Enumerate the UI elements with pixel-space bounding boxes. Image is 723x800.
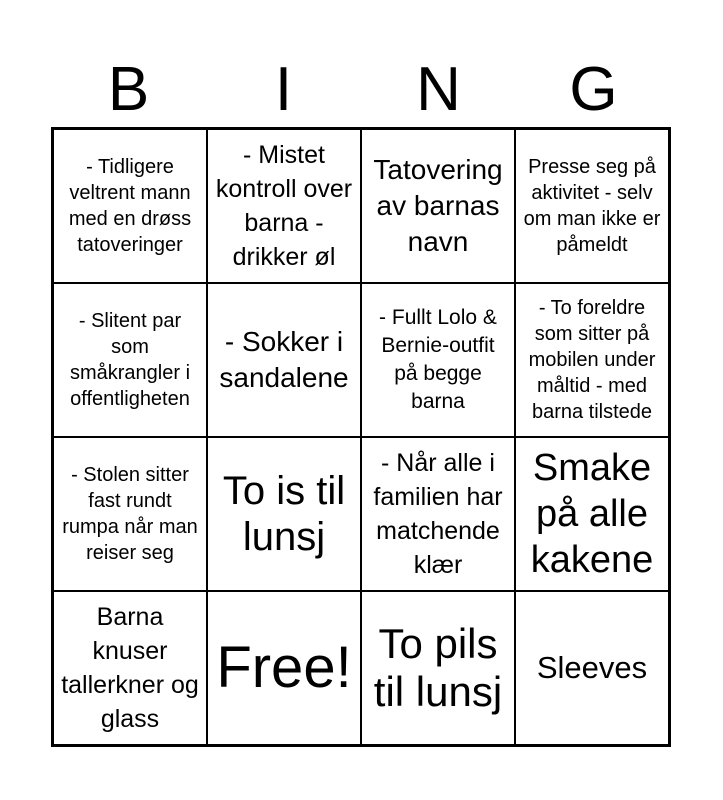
header-letter-i: I — [274, 55, 293, 124]
bingo-cell[interactable]: - Slitent par som småkrangler i offentligheten — [53, 283, 207, 437]
bingo-cell[interactable]: - To foreldre som sitter på mobilen under måltid - med barna tilstede — [515, 283, 669, 437]
bingo-cell[interactable]: - Sokker i sandalene — [207, 283, 361, 437]
bingo-cell[interactable]: To pils til lunsj — [361, 591, 515, 745]
bingo-cell[interactable]: - Mistet kontroll over barna - drikker øl — [207, 129, 361, 283]
bingo-cell[interactable]: - Stolen sitter fast rundt rumpa når man reiser seg — [53, 437, 207, 591]
header-letter-b: B — [107, 55, 150, 124]
bingo-cell[interactable]: - Når alle i familien har matchende klær — [361, 437, 515, 591]
bingo-cell[interactable]: Presse seg på aktivitet - selv om man ikke er påmeldt — [515, 129, 669, 283]
bingo-cell[interactable]: To is til lunsj — [207, 437, 361, 591]
bingo-cell[interactable]: Tatovering av barnas navn — [361, 129, 515, 283]
header-letter-n: N — [416, 55, 461, 124]
bingo-cell[interactable]: Smake på alle kakene — [515, 437, 669, 591]
bingo-cell[interactable]: Barna knuser tallerkner og glass — [53, 591, 207, 745]
free-cell[interactable]: Free! — [207, 591, 361, 745]
header-letter-g: G — [569, 55, 618, 124]
bingo-cell[interactable]: Sleeves — [515, 591, 669, 745]
bingo-cell[interactable]: - Fullt Lolo & Bernie-outfit på begge barna — [361, 283, 515, 437]
bingo-grid — [51, 127, 671, 747]
bingo-cell[interactable]: - Tidligere veltrent mann med en drøss tatoveringer — [53, 129, 207, 283]
bingo-header — [51, 52, 671, 128]
